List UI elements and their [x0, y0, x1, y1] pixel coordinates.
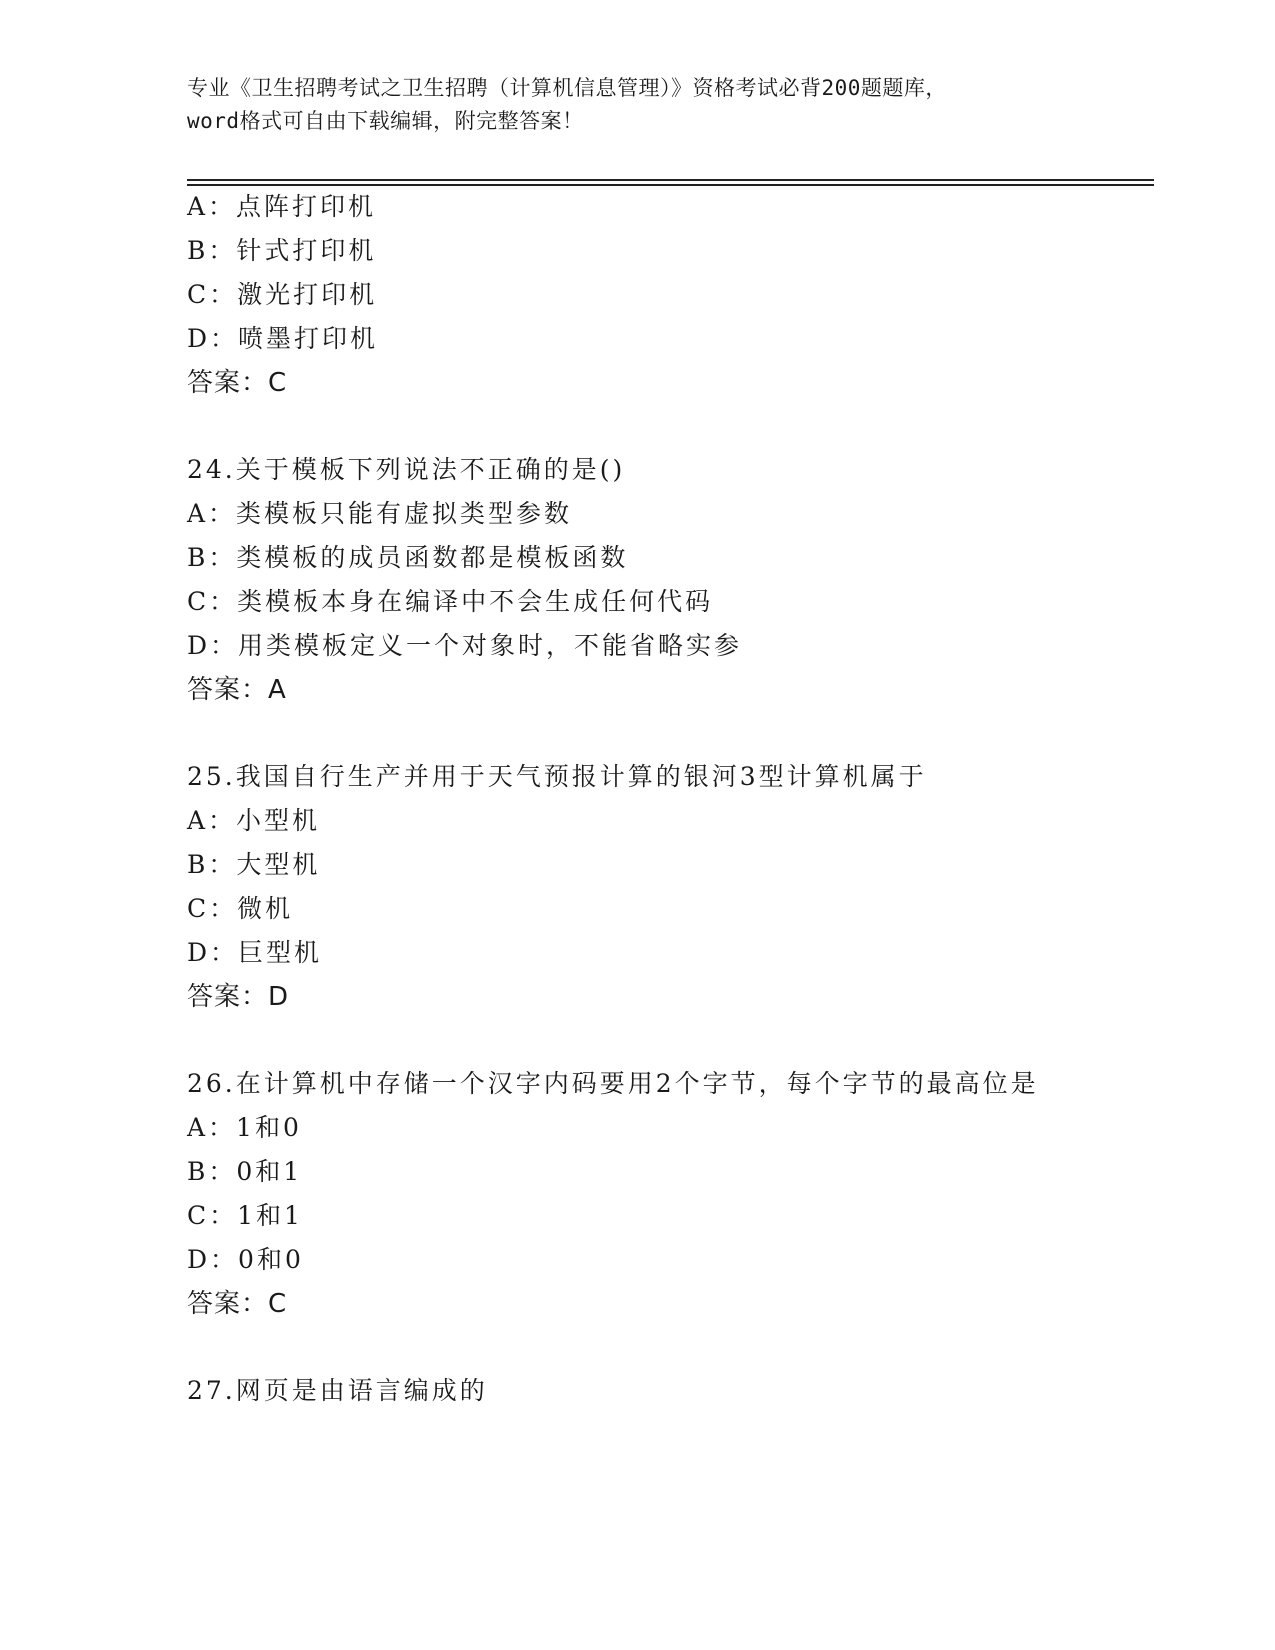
- q25-option-d: D：巨型机: [187, 938, 323, 967]
- q25-question: 25.我国自行生产并用于天气预报计算的银河3型计算机属于: [187, 762, 927, 791]
- q24-option-c: C：类模板本身在编译中不会生成任何代码: [187, 587, 714, 616]
- header-line-1: 专业《卫生招聘考试之卫生招聘（计算机信息管理）》资格考试必背200题题库，: [187, 76, 947, 100]
- header-divider-bottom: [187, 184, 1154, 186]
- document-header: [187, 72, 1087, 138]
- q25-option-b: B：大型机: [187, 850, 321, 879]
- q24-option-a: A：类模板只能有虚拟类型参数: [187, 499, 573, 528]
- q26-answer: 答案：C: [187, 1289, 288, 1319]
- q25-answer: 答案：D: [187, 982, 290, 1012]
- q23-answer: 答案：C: [187, 368, 288, 398]
- q25-option-a: A：小型机: [187, 806, 321, 835]
- q26-question: 26.在计算机中存储一个汉字内码要用2个字节，每个字节的最高位是: [187, 1069, 1039, 1098]
- q26-option-a: A：1和0: [187, 1113, 302, 1142]
- header-line-2: word格式可自由下载编辑，附完整答案！: [187, 109, 584, 133]
- q23-option-a: A：点阵打印机: [187, 192, 377, 221]
- q23-option-c: C：激光打印机: [187, 280, 378, 309]
- q23-option-b: B：针式打印机: [187, 236, 377, 265]
- q26-option-d: D：0和0: [187, 1245, 304, 1274]
- q24-option-b: B：类模板的成员函数都是模板函数: [187, 543, 629, 572]
- q27-question: 27.网页是由语言编成的: [187, 1376, 488, 1405]
- q23-option-d: D：喷墨打印机: [187, 324, 379, 353]
- q25-option-c: C：微机: [187, 894, 294, 923]
- q24-question: 24.关于模板下列说法不正确的是(): [187, 455, 626, 484]
- q24-answer: 答案：A: [187, 675, 287, 705]
- q26-option-c: C：1和1: [187, 1201, 303, 1230]
- q24-option-d: D：用类模板定义一个对象时，不能省略实参: [187, 631, 743, 660]
- q26-option-b: B：0和1: [187, 1157, 303, 1186]
- header-divider-top: [187, 179, 1154, 181]
